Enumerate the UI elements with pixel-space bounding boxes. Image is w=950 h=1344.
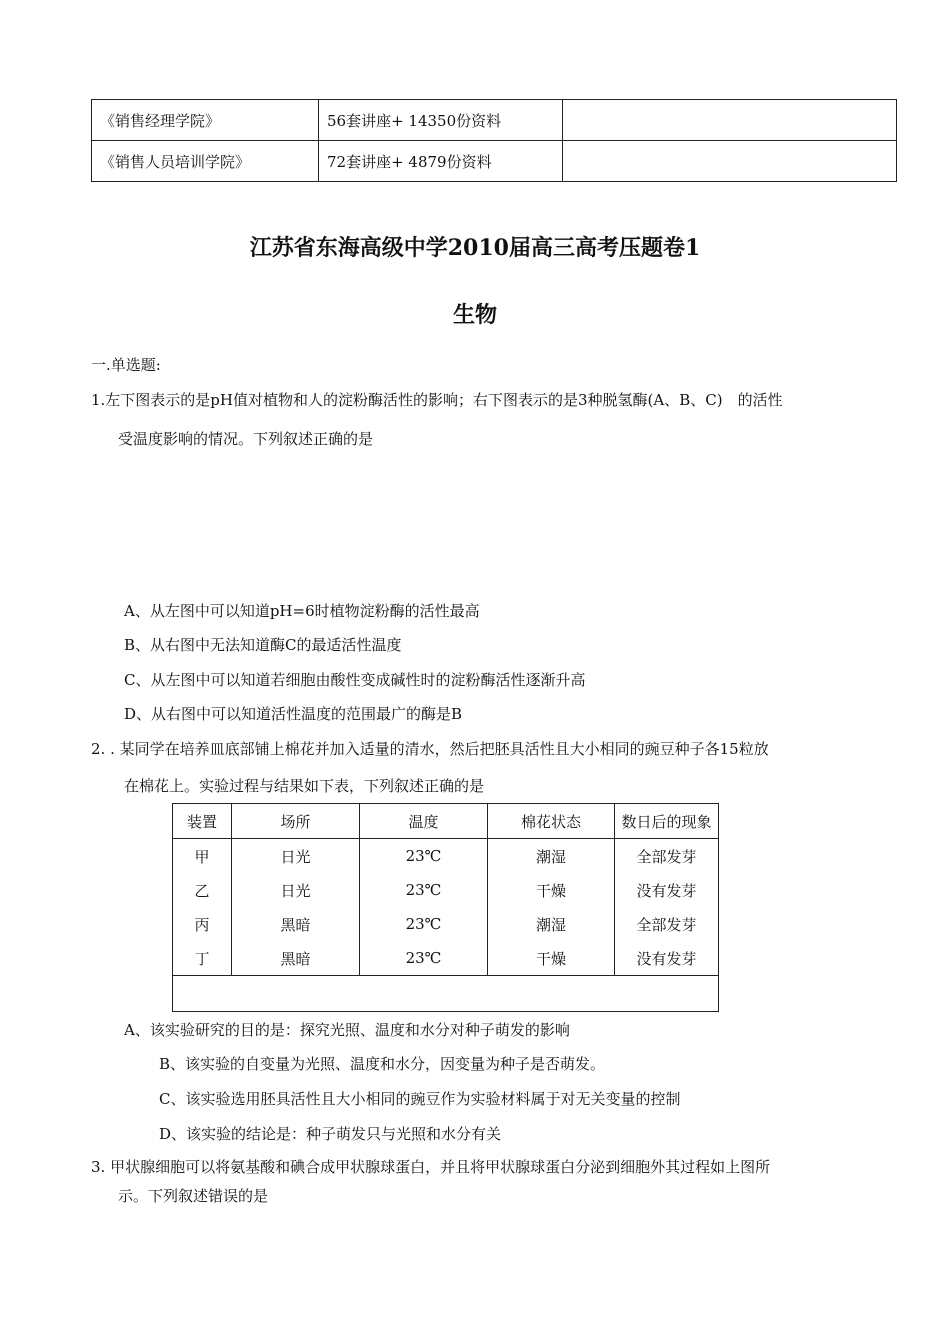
q2-option-c: C、该实验选用胚具活性且大小相同的豌豆作为实验材料属于对无关变量的控制 <box>159 1090 681 1108</box>
table-cell: 甲 <box>173 839 232 874</box>
table-header-cell: 场所 <box>232 804 360 839</box>
table-cell: 56套讲座+ 14350份资料 <box>319 100 563 141</box>
table-cell: 日光 <box>232 873 360 907</box>
page-title: 江苏省东海高级中学2010届高三高考压题卷1 <box>249 235 701 261</box>
q1-option-a: A、从左图中可以知道pH=6时植物淀粉酶的活性最高 <box>124 602 480 620</box>
subject-title: 生物 <box>452 302 497 328</box>
table-row <box>92 100 897 141</box>
question-3-stem: 3. 甲状腺细胞可以将氨基酸和碘合成甲状腺球蛋白，并且将甲状腺球蛋白分泌到细胞外其过程如上图所 <box>91 1158 771 1176</box>
table-cell: 没有发芽 <box>615 941 719 976</box>
table-cell: 23℃ <box>360 839 488 874</box>
question-1-stem-cont: 受温度影响的情况。下列叙述正确的是 <box>118 430 374 448</box>
table-header-cell: 棉花状态 <box>488 804 615 839</box>
table-cell: 干燥 <box>488 941 615 976</box>
table-cell: 72套讲座+ 4879份资料 <box>319 141 563 182</box>
q1-option-c: C、从左图中可以知道若细胞由酸性变成碱性时的淀粉酶活性逐渐升高 <box>124 671 586 689</box>
table-cell <box>173 976 719 1012</box>
table-row <box>173 873 719 907</box>
table-cell: 23℃ <box>360 941 488 976</box>
table-row <box>173 839 719 874</box>
table-cell: 黑暗 <box>232 907 360 941</box>
q2-option-d: D、该实验的结论是：种子萌发只与光照和水分有关 <box>159 1125 502 1143</box>
question-2-stem: 2. . 某同学在培养皿底部铺上棉花并加入适量的清水，然后把胚具活性且大小相同的豌豆种子各15粒放 <box>91 740 769 758</box>
q1-option-b: B、从右图中无法知道酶C的最适活性温度 <box>124 636 402 654</box>
experiment-table <box>172 803 719 1012</box>
table-cell: 《销售人员培训学院》 <box>92 141 319 182</box>
table-cell: 干燥 <box>488 873 615 907</box>
table-cell: 乙 <box>173 873 232 907</box>
table-cell: 23℃ <box>360 873 488 907</box>
table-cell <box>563 100 897 141</box>
table-cell: 《销售经理学院》 <box>92 100 319 141</box>
section-heading: 一.单选题: <box>91 356 161 374</box>
question-3-stem-cont: 示。下列叙述错误的是 <box>118 1187 269 1205</box>
ad-table <box>91 99 897 182</box>
table-cell: 23℃ <box>360 907 488 941</box>
table-cell <box>563 141 897 182</box>
q1-option-d: D、从右图中可以知道活性温度的范围最广的酶是B <box>124 705 463 723</box>
table-row <box>173 941 719 976</box>
table-cell: 丙 <box>173 907 232 941</box>
table-header-cell: 温度 <box>360 804 488 839</box>
table-header-row <box>173 804 719 839</box>
table-header-cell: 数日后的现象 <box>615 804 719 839</box>
table-cell: 日光 <box>232 839 360 874</box>
table-row <box>173 907 719 941</box>
table-row <box>92 141 897 182</box>
q2-option-b: B、该实验的自变量为光照、温度和水分，因变量为种子是否萌发。 <box>159 1055 606 1073</box>
question-2-stem-cont: 在棉花上。实验过程与结果如下表，下列叙述正确的是 <box>124 777 485 795</box>
table-cell: 没有发芽 <box>615 873 719 907</box>
table-cell: 潮湿 <box>488 907 615 941</box>
table-cell: 丁 <box>173 941 232 976</box>
question-1-stem: 1.左下图表示的是pH值对植物和人的淀粉酶活性的影响；右下图表示的是3种脱氢酶(A、B、C) 的活性 <box>91 391 783 409</box>
table-header-cell: 装置 <box>173 804 232 839</box>
table-cell: 潮湿 <box>488 839 615 874</box>
table-cell: 全部发芽 <box>615 839 719 874</box>
table-cell: 黑暗 <box>232 941 360 976</box>
table-cell: 全部发芽 <box>615 907 719 941</box>
table-empty-row <box>173 976 719 1012</box>
q2-option-a: A、该实验研究的目的是：探究光照、温度和水分对种子萌发的影响 <box>124 1021 570 1039</box>
